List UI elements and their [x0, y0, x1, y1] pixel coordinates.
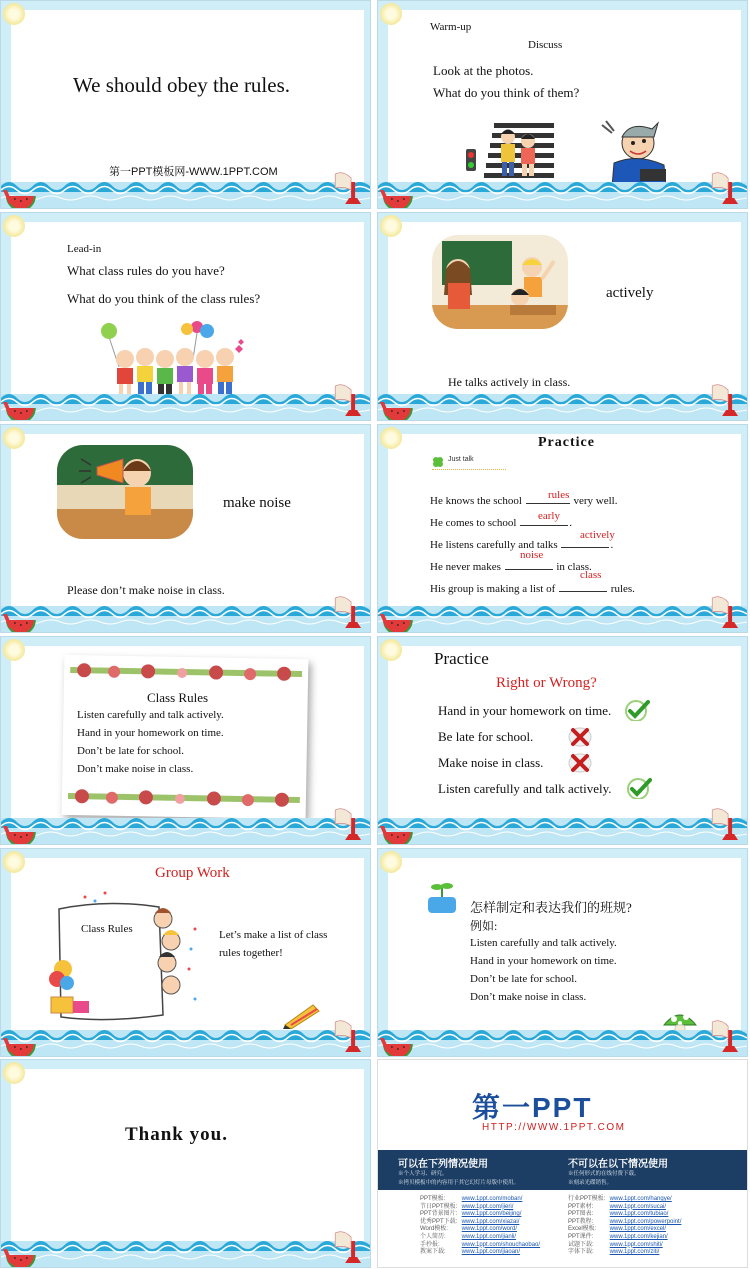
sun-icon	[3, 215, 25, 237]
forbidden-note: ※刻录光碟销售。	[568, 1180, 613, 1186]
question-1: What class rules do you have?	[67, 263, 225, 278]
answer-text: actively	[580, 529, 615, 541]
example-sentence: Please don’t make noise in class.	[67, 583, 225, 597]
link-row[interactable]: PPT教程: www.1ppt.com/powerpoint/	[568, 1218, 682, 1225]
wave-decoration	[378, 592, 747, 632]
fill-sentence: He listens carefully and talks .	[430, 539, 614, 551]
slide-5[interactable]	[0, 424, 371, 633]
wave-decoration	[1, 1227, 370, 1267]
link-list-left	[420, 1196, 540, 1257]
link-row[interactable]: Word模板: www.1ppt.com/word/	[420, 1226, 518, 1233]
link-row[interactable]: 优秀PPT下载: www.1ppt.com/xiazai/	[420, 1218, 520, 1225]
board-with-kids-illustration	[45, 889, 205, 1031]
wave-decoration	[1, 592, 370, 632]
link-list-right	[568, 1196, 681, 1257]
wave-decoration	[1, 1016, 370, 1056]
rule-item: Don’t be late for school.	[470, 973, 578, 985]
link-row[interactable]: 字体下载: www.1ppt.com/ziti/	[568, 1249, 660, 1256]
link-row[interactable]: Excel模板: www.1ppt.com/excel/	[568, 1226, 667, 1233]
rule-item: Hand in your homework on time.	[470, 955, 617, 967]
brand-logo: 第一PPT	[472, 1092, 593, 1123]
cross-icon	[568, 751, 594, 773]
slide-7[interactable]	[0, 636, 371, 845]
question-zh: 怎样制定和表达我们的班规?	[470, 900, 632, 915]
checkmark-icon	[626, 777, 652, 799]
wave-decoration	[1, 380, 370, 420]
section-label: Lead-in	[67, 243, 102, 255]
wave-decoration	[1, 168, 370, 208]
allowed-note: ※拷贝模板中的内容用于其它幻灯片母版中使用。	[398, 1180, 520, 1186]
classroom-photo	[432, 235, 568, 329]
allowed-note: ※个人学习、研究。	[398, 1171, 448, 1177]
rule-item: Hand in your homework on time.	[77, 727, 224, 739]
fill-sentence: His group is making a list of rules.	[430, 583, 635, 595]
fill-sentence: He comes to school .	[430, 517, 572, 529]
activity-tag: Just talk	[448, 456, 474, 463]
fill-sentence: He knows the school very well.	[430, 495, 618, 507]
answer-text: rules	[548, 489, 570, 501]
slide-2[interactable]	[377, 0, 748, 209]
statement: Make noise in class.	[438, 755, 544, 770]
wave-decoration	[378, 168, 747, 208]
forbidden-heading: 不可以在以下情况使用	[568, 1159, 668, 1170]
section-label: Warm-up	[430, 21, 472, 33]
link-row[interactable]: PPT素材: www.1ppt.com/sucai/	[568, 1203, 667, 1210]
link-row[interactable]: PPT图表: www.1ppt.com/tubiao/	[568, 1211, 669, 1218]
prompt-line-2: What do you think of them?	[433, 85, 580, 100]
statement: Listen carefully and talk actively.	[438, 781, 612, 796]
board-label: Class Rules	[81, 923, 133, 935]
answer-text: noise	[520, 549, 544, 561]
slide-11[interactable]	[0, 1059, 371, 1268]
sun-icon	[380, 639, 402, 661]
link-row[interactable]: 行业PPT模板: www.1ppt.com/hangye/	[568, 1196, 672, 1202]
slide-8[interactable]	[377, 636, 748, 845]
sun-icon	[3, 427, 25, 449]
slide-4[interactable]	[377, 212, 748, 421]
sun-icon	[380, 851, 402, 873]
link-row[interactable]: 试题下载: www.1ppt.com/shiti/	[568, 1241, 663, 1248]
rule-item: Don’t be late for school.	[77, 745, 185, 757]
answer-text: early	[538, 510, 560, 522]
slide-12[interactable]	[377, 1059, 748, 1268]
slide-title: Group Work	[155, 865, 230, 881]
question-2: What do you think of the class rules?	[67, 291, 261, 306]
checkmark-icon	[624, 699, 650, 721]
wave-decoration	[378, 1016, 747, 1056]
link-row[interactable]: 节日PPT模板: www.1ppt.com/jieri/	[420, 1203, 514, 1210]
wave-decoration	[378, 804, 747, 844]
flower-border-top	[70, 659, 302, 687]
cross-icon	[568, 725, 594, 747]
link-row[interactable]: 手抄报: www.1ppt.com/shouchaobao/	[420, 1241, 541, 1248]
slide-title: We should obey the rules.	[73, 73, 291, 97]
slide-1[interactable]	[0, 0, 371, 209]
sun-icon	[3, 3, 25, 25]
slide-10[interactable]	[377, 848, 748, 1057]
example-label: 例如:	[470, 919, 498, 933]
slide-title: Practice	[434, 649, 489, 668]
slide-title: Practice	[538, 435, 595, 450]
link-row[interactable]: 个人简历: www.1ppt.com/jianli/	[420, 1233, 517, 1240]
brand-url[interactable]: HTTP://WWW.1PPT.COM	[482, 1122, 626, 1133]
link-row[interactable]: PPT课件: www.1ppt.com/kejian/	[568, 1233, 668, 1240]
source-text: 第一PPT模板网-WWW.1PPT.COM	[109, 166, 278, 178]
instruction-line-2: rules together!	[219, 947, 283, 959]
rule-item: Don’t make noise in class.	[77, 763, 194, 775]
instruction-line-1: Let’s make a list of class	[219, 929, 328, 941]
wave-decoration	[378, 380, 747, 420]
answer-text: class	[580, 569, 602, 581]
prompt-line-1: Look at the photos.	[433, 63, 534, 78]
fill-sentence: He never makes in class.	[430, 561, 592, 573]
sun-icon	[380, 215, 402, 237]
rule-item: Listen carefully and talk actively.	[470, 937, 617, 949]
link-row[interactable]: PPT背景图片: www.1ppt.com/beijing/	[420, 1211, 522, 1218]
vocab-word: actively	[606, 285, 654, 301]
slide-subtitle: Right or Wrong?	[496, 675, 597, 691]
slide-9[interactable]	[0, 848, 371, 1057]
tag-underline	[432, 469, 506, 470]
link-row[interactable]: PPT模板: www.1ppt.com/moban/	[420, 1196, 523, 1202]
wave-decoration	[1, 804, 370, 844]
statement: Hand in your homework on time.	[438, 703, 612, 718]
link-row[interactable]: 教案下载: www.1ppt.com/jiaoan/	[420, 1249, 521, 1256]
section-sub: Discuss	[528, 39, 563, 51]
statement: Be late for school.	[438, 729, 534, 744]
forbidden-note: ※任何形式的在线付费下载。	[568, 1171, 640, 1177]
sun-icon	[380, 427, 402, 449]
sun-icon	[3, 639, 25, 661]
sun-icon	[380, 3, 402, 25]
slide-3[interactable]	[0, 212, 371, 421]
vocab-word: make noise	[223, 495, 291, 511]
sprout-pot-icon	[424, 881, 460, 917]
allowed-heading: 可以在下列情况使用	[398, 1159, 488, 1170]
noise-photo	[57, 445, 193, 539]
rule-item: Listen carefully and talk actively.	[77, 709, 224, 721]
example-sentence: He talks actively in class.	[448, 375, 571, 389]
closing-text: Thank you.	[125, 1124, 228, 1145]
sun-icon	[3, 851, 25, 873]
card-title: Class Rules	[147, 690, 209, 705]
clover-icon	[432, 455, 444, 467]
rule-item: Don’t make noise in class.	[470, 991, 587, 1003]
sun-icon	[3, 1062, 25, 1084]
slide-6[interactable]	[377, 424, 748, 633]
